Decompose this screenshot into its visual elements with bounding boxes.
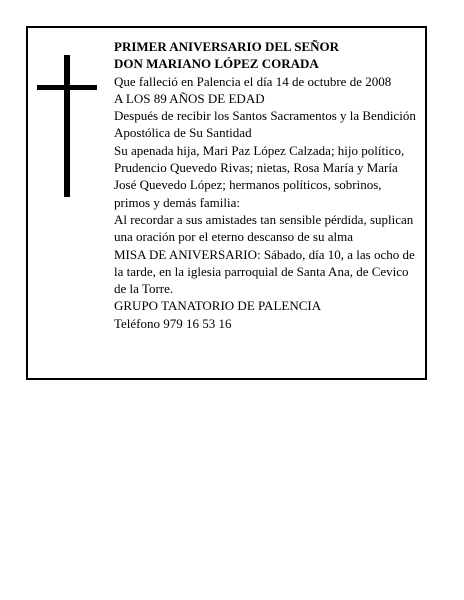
notice-heading-anniversary: PRIMER ANIVERSARIO DEL SEÑOR (114, 39, 340, 54)
notice-funeral-home: GRUPO TANATORIO DE PALENCIA (114, 298, 322, 314)
notice-mass-info: MISA DE ANIVERSARIO: Sábado, día 10, a las ocho de la tarde, en la iglesia parroquial de Santa Ana, de Cevico de la Torre. (114, 246, 415, 297)
obituary-text (114, 38, 420, 332)
notice-heading-name: DON MARIANO LÓPEZ CORADA (114, 56, 319, 72)
notice-death-info: Que falleció en Palencia el día 14 de octubre de 2008 (114, 73, 392, 89)
notice-request: Al recordar a sus amistades tan sensible pérdida, suplican una oración por el eterno descanso de su alma (114, 211, 414, 245)
notice-phone: Teléfono 979 16 53 16 (114, 315, 232, 331)
notice-sacraments: Después de recibir los Santos Sacramentos y la Bendición Apostólica de Su Santidad (114, 108, 416, 141)
cross-icon-horizontal-bar (37, 85, 97, 90)
notice-family: Su apenada hija, Mari Paz López Calzada; hijo político, Prudencio Quevedo Rivas; nietas, Rosa María y María José Quevedo López; hermanos políticos, sobrinos, primos y demás familia: (114, 142, 405, 210)
cross-icon-vertical-bar (64, 55, 70, 197)
notice-age: A LOS 89 AÑOS DE EDAD (114, 90, 265, 106)
